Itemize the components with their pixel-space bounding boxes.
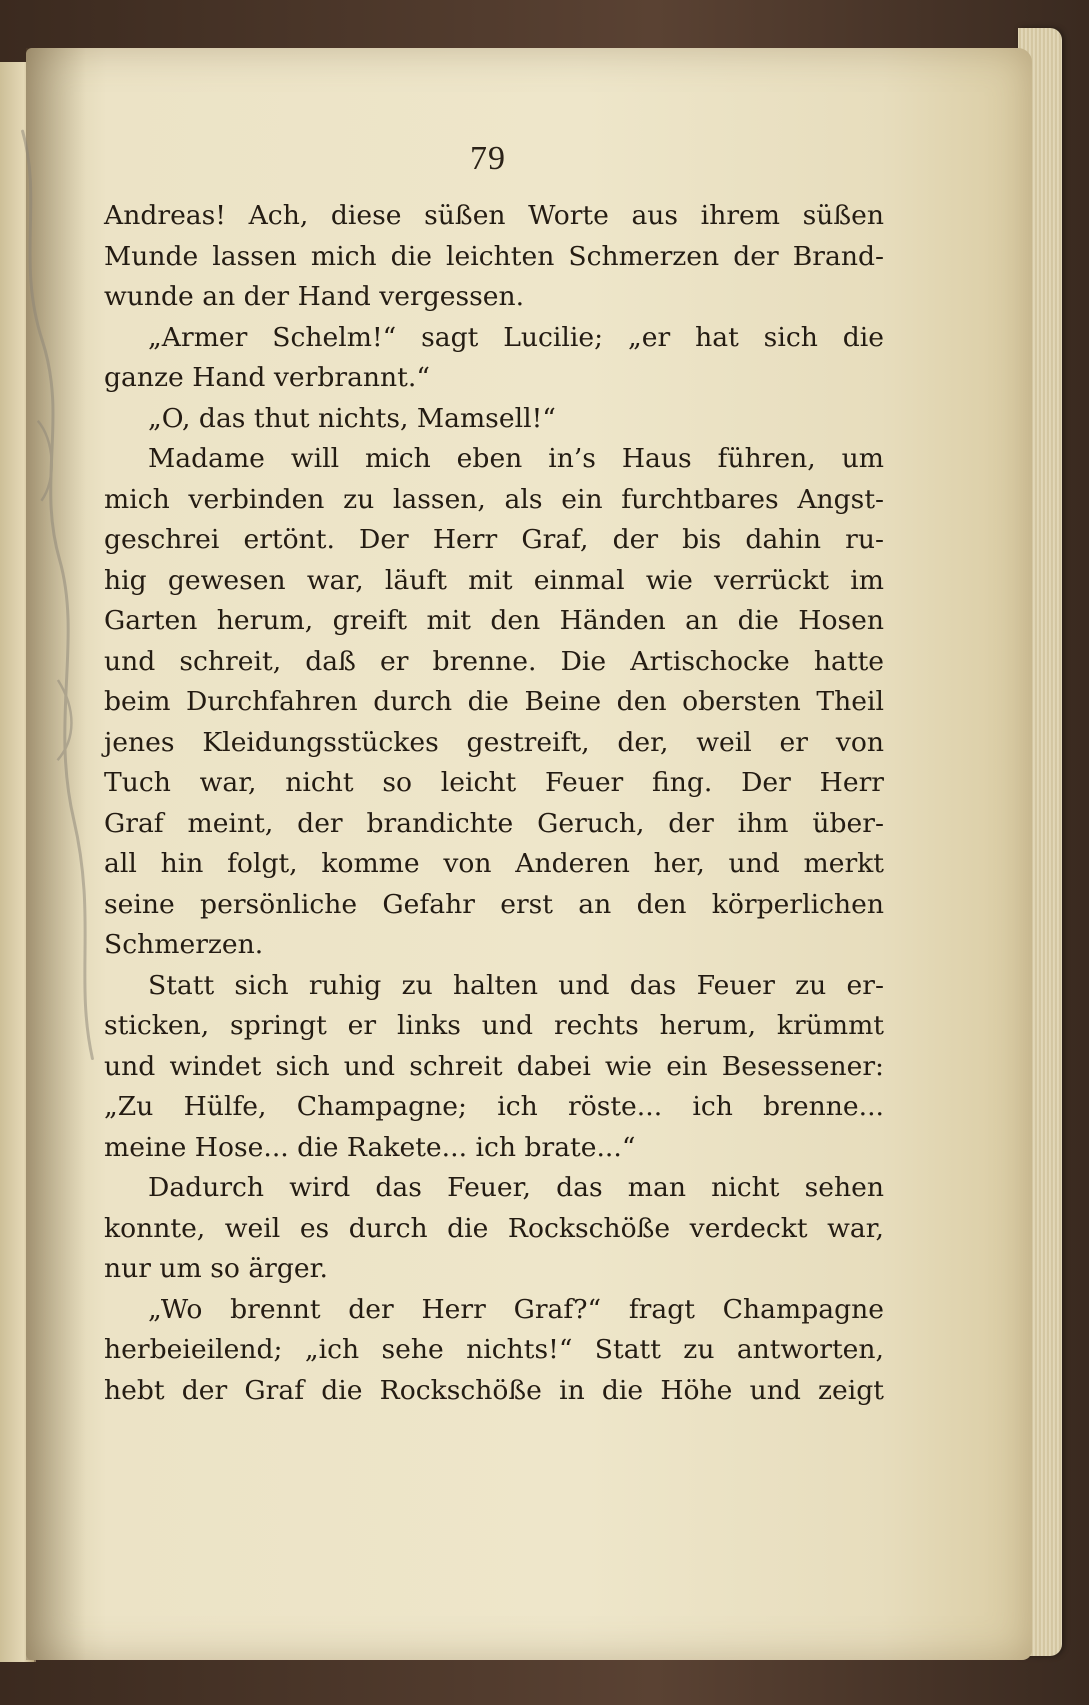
text-line: mich verbinden zu lassen, als ein furchtbares Angst-: [104, 483, 884, 515]
text-line: Munde lassen mich die leichten Schmerzen der Brand-: [104, 240, 884, 272]
text-line: geschrei ertönt. Der Herr Graf, der bis dahin ru-: [104, 524, 884, 555]
text-line: Statt sich ruhig zu halten und das Feuer zu er-: [148, 969, 884, 1001]
text-line: und windet sich und schreit dabei wie ein Besessener:: [104, 1050, 884, 1082]
text-line: konnte, weil es durch die Rockschöße verdeckt war,: [104, 1212, 884, 1244]
text-line: hig gewesen war, läuft mit einmal wie verrückt im: [104, 564, 884, 596]
text-line: hebt der Graf die Rockschöße in die Höhe und zeigt: [104, 1374, 884, 1406]
text-line: jenes Kleidungsstückes gestreift, der, weil er von: [104, 726, 884, 758]
text-line: sticken, springt er links und rechts herum, krümmt: [104, 1010, 884, 1041]
text-line: beim Durchfahren durch die Beine den obersten Theil: [104, 686, 884, 717]
text-line: Schmerzen.: [104, 929, 264, 960]
text-line: meine Hose... die Rakete... ich brate...“: [104, 1131, 636, 1163]
text-line: „Wo brennt der Herr Graf?“ fragt Champagne: [148, 1293, 884, 1325]
text-line: Tuch war, nicht so leicht Feuer fing. Der Herr: [104, 767, 884, 798]
text-line: Madame will mich eben in’s Haus führen, um: [148, 443, 884, 474]
text-line: all hin folgt, komme von Anderen her, und merkt: [104, 848, 884, 879]
text-line: Andreas! Ach, diese süßen Worte aus ihrem süßen: [104, 200, 884, 231]
text-line: wunde an der Hand vergessen.: [104, 281, 525, 312]
text-line: herbeieilend; „ich sehe nichts!“ Statt zu antworten,: [104, 1334, 884, 1365]
text-line: „Armer Schelm!“ sagt Lucilie; „er hat sich die: [148, 321, 884, 353]
text-line: ganze Hand verbrannt.“: [104, 362, 430, 393]
text-line: nur um so ärger.: [104, 1253, 328, 1284]
page-number: 79: [470, 140, 506, 177]
text-line: „Zu Hülfe, Champagne; ich röste... ich brenne...: [104, 1091, 884, 1122]
text-line: Garten herum, greift mit den Händen an die Hosen: [104, 605, 884, 636]
text-line: Dadurch wird das Feuer, das man nicht sehen: [148, 1172, 884, 1203]
text-line: Graf meint, der brandichte Geruch, der ihm über-: [104, 807, 884, 839]
body-text: [104, 196, 884, 1411]
text-line: seine persönliche Gefahr erst an den körperlichen: [104, 888, 884, 920]
text-line: „O, das thut nichts, Mamsell!“: [148, 402, 556, 434]
text-line: und schreit, daß er brenne. Die Artischocke hatte: [104, 645, 884, 677]
